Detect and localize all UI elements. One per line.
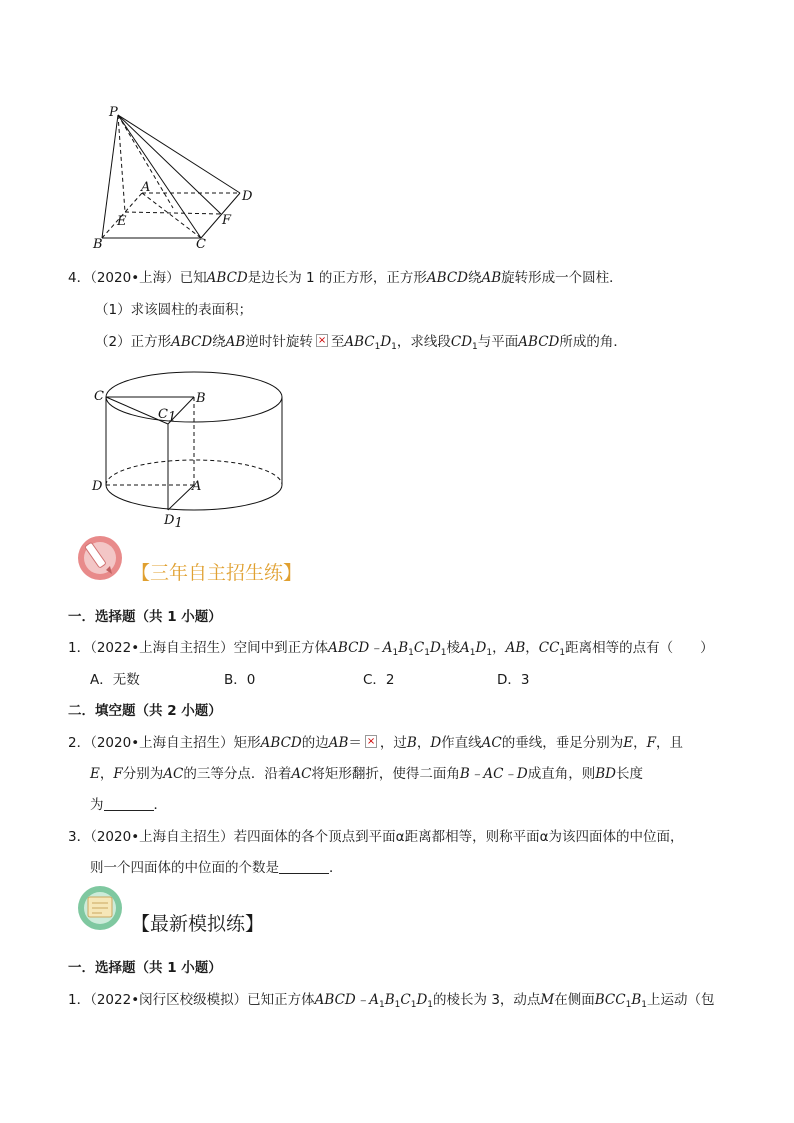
s1-q2-line2: E，F分别为AC的三等分点．沿着AC将矩形翻折，使得二面角B﹣AC﹣D成直角，则BD长度 <box>90 766 643 782</box>
pyramid-figure <box>85 100 275 260</box>
label-a: A <box>141 180 151 195</box>
s1-heading-fill: 二．填空题（共 2 小题） <box>68 703 222 719</box>
label-b: B <box>93 237 103 252</box>
label-a: A <box>192 479 202 494</box>
label-d: D <box>242 189 253 204</box>
s2-q1: 1．（2022•闵行区校级模拟）已知正方体$ABCD﹣A_1B_1C_1D_1$的棱长为 3，动点M在侧面$BCC_1B_1$上运动（包 <box>68 992 715 1010</box>
label-c1: C1 <box>158 407 177 425</box>
q4-part2: （2）正方形ABCD绕AB逆时针旋转× 至$ABC_1D_1$，求线段$CD_1$与平面ABCD所成的角． <box>95 332 627 352</box>
q4-line1: 4．（2020•上海）已知ABCD是边长为 1 的正方形，正方形ABCD绕AB旋转形成一个圆柱． <box>68 270 623 286</box>
label-c: C <box>196 237 206 252</box>
label-d1: D1 <box>164 513 183 531</box>
section-title-2: 【最新模拟练】 <box>131 913 265 935</box>
section-title-1: 【三年自主招生练】 <box>131 562 303 584</box>
label-e: E <box>117 214 127 229</box>
cylinder-figure <box>88 362 298 532</box>
label-c: C <box>94 389 104 404</box>
s1-q3-line1: 3．（2020•上海自主招生）若四面体的各个顶点到平面α距离都相等，则称平面α为该四面体的中位面， <box>68 829 684 845</box>
label-b: B <box>196 391 206 406</box>
q4-part1: （1）求该圆柱的表面积； <box>95 302 253 318</box>
broken-image-icon <box>365 735 377 748</box>
s1-heading-choice: 一．选择题（共 1 小题） <box>68 609 222 625</box>
s2-heading-choice: 一．选择题（共 1 小题） <box>68 960 222 976</box>
pencil-badge-icon <box>74 534 126 582</box>
s1-q1-option-d[interactable]: D．3 <box>497 672 530 688</box>
s1-q1-option-c[interactable]: C．2 <box>363 672 395 688</box>
label-d: D <box>92 479 103 494</box>
s1-q1: 1．（2022•上海自主招生）空间中到正方体$ABCD﹣A_1B_1C_1D_1$棱$A_1D_1$，AB，$CC_1$距离相等的点有（ ） <box>68 640 714 658</box>
label-p: P <box>109 105 118 120</box>
s1-q2-line1: 2．（2020•上海自主招生）矩形ABCD的边AB＝× ，过B，D作直线AC的垂线，垂足分别为E，F，且 <box>68 733 683 753</box>
s1-q3-line2: 则一个四面体的中位面的个数是 ． <box>90 860 343 876</box>
broken-image-icon <box>316 334 328 347</box>
s1-q1-option-a[interactable]: A．无数 <box>90 672 140 688</box>
answer-blank[interactable] <box>104 797 154 811</box>
answer-blank[interactable] <box>279 860 329 874</box>
label-f: F <box>222 213 232 228</box>
document-badge-icon <box>74 884 126 932</box>
s1-q1-option-b[interactable]: B．0 <box>224 672 256 688</box>
s1-q2-line3: 为 ． <box>90 797 167 813</box>
